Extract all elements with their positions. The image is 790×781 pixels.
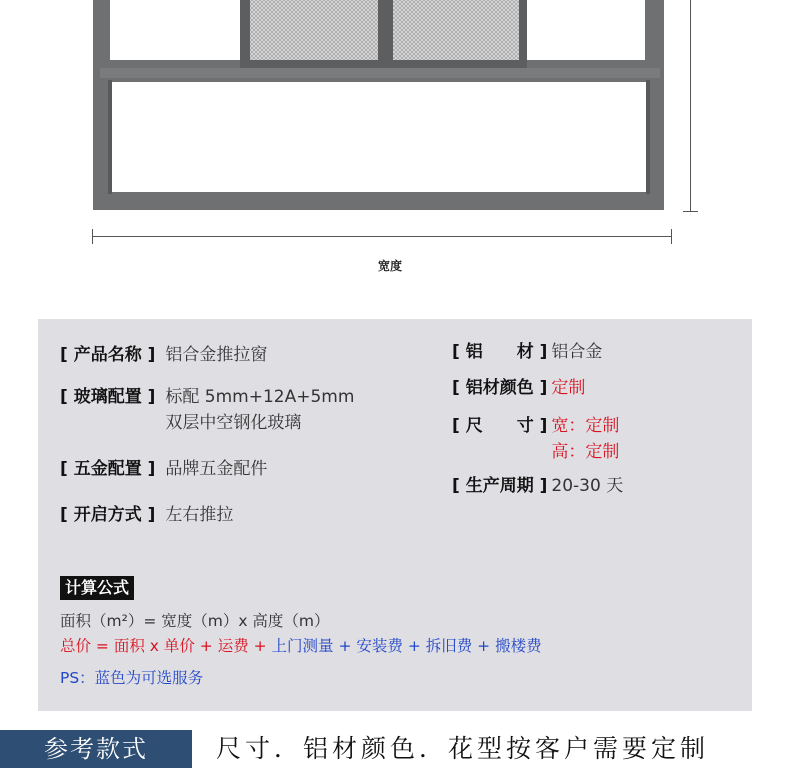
- spec-opening-method: [60, 502, 233, 528]
- spec-size: [452, 413, 619, 465]
- spec-value: 定制: [551, 378, 586, 398]
- spec-value: 铝合金推拉窗: [165, 345, 268, 365]
- spec-label: [ 生产周期 ]: [452, 476, 548, 496]
- spec-value: 左右推拉: [165, 505, 234, 525]
- formula-title: 计算公式: [60, 576, 134, 600]
- spec-lead-time: [452, 473, 623, 499]
- formula-note: PS：蓝色为可选服务: [60, 669, 204, 687]
- spec-value: 20-30 天: [551, 476, 624, 496]
- sliding-window-illustration: [0, 0, 790, 300]
- transom-bar: [100, 68, 660, 78]
- spec-product-name: [60, 342, 267, 368]
- size-height: 高：定制: [551, 442, 620, 462]
- spec-value-multiline: [165, 384, 354, 436]
- glass-pane-left: [110, 0, 240, 60]
- spec-material: [452, 339, 602, 365]
- spec-hardware: [60, 456, 267, 482]
- fixed-glass-pane: [112, 82, 646, 192]
- formula-area: 面积（m²）= 宽度（m）x 高度（m）: [60, 612, 330, 630]
- spec-value-line2: 双层中空钢化玻璃: [165, 413, 302, 433]
- formula-total: [60, 635, 542, 657]
- glass-pane-right: [527, 0, 645, 60]
- spec-value: 品牌五金配件: [165, 459, 268, 479]
- spec-value: 铝合金: [551, 342, 603, 362]
- width-dimension-line: [92, 236, 672, 237]
- screen-right: [393, 0, 519, 60]
- reference-style-tag: 参考款式: [0, 730, 192, 768]
- spec-value-multiline: [551, 413, 619, 465]
- spec-label: [ 铝材颜色 ]: [452, 378, 548, 398]
- spec-label: [ 五金配置 ]: [60, 459, 156, 479]
- formula-total-optional: 上门测量 + 安装费 + 拆旧费 + 搬楼费: [266, 637, 542, 655]
- size-width: 宽：定制: [551, 416, 620, 436]
- spec-label: [ 尺 寸 ]: [452, 416, 548, 436]
- spec-color: [452, 375, 585, 401]
- height-dimension-line: [690, 0, 691, 212]
- screen-left: [250, 0, 378, 60]
- spec-glass-config: [60, 384, 354, 436]
- customization-note: 尺寸．铝材颜色．花型按客户需要定制: [216, 734, 710, 763]
- spec-label: [ 铝 材 ]: [452, 342, 548, 362]
- spec-label: [ 产品名称 ]: [60, 345, 156, 365]
- spec-label: [ 玻璃配置 ]: [60, 387, 156, 407]
- window-diagram: [0, 0, 790, 300]
- spec-value-line1: 标配 5mm+12A+5mm: [165, 387, 355, 407]
- width-label: 宽度: [377, 259, 402, 273]
- formula-total-required: 总价 = 面积 x 单价 + 运费 +: [60, 637, 267, 655]
- spec-label: [ 开启方式 ]: [60, 505, 156, 525]
